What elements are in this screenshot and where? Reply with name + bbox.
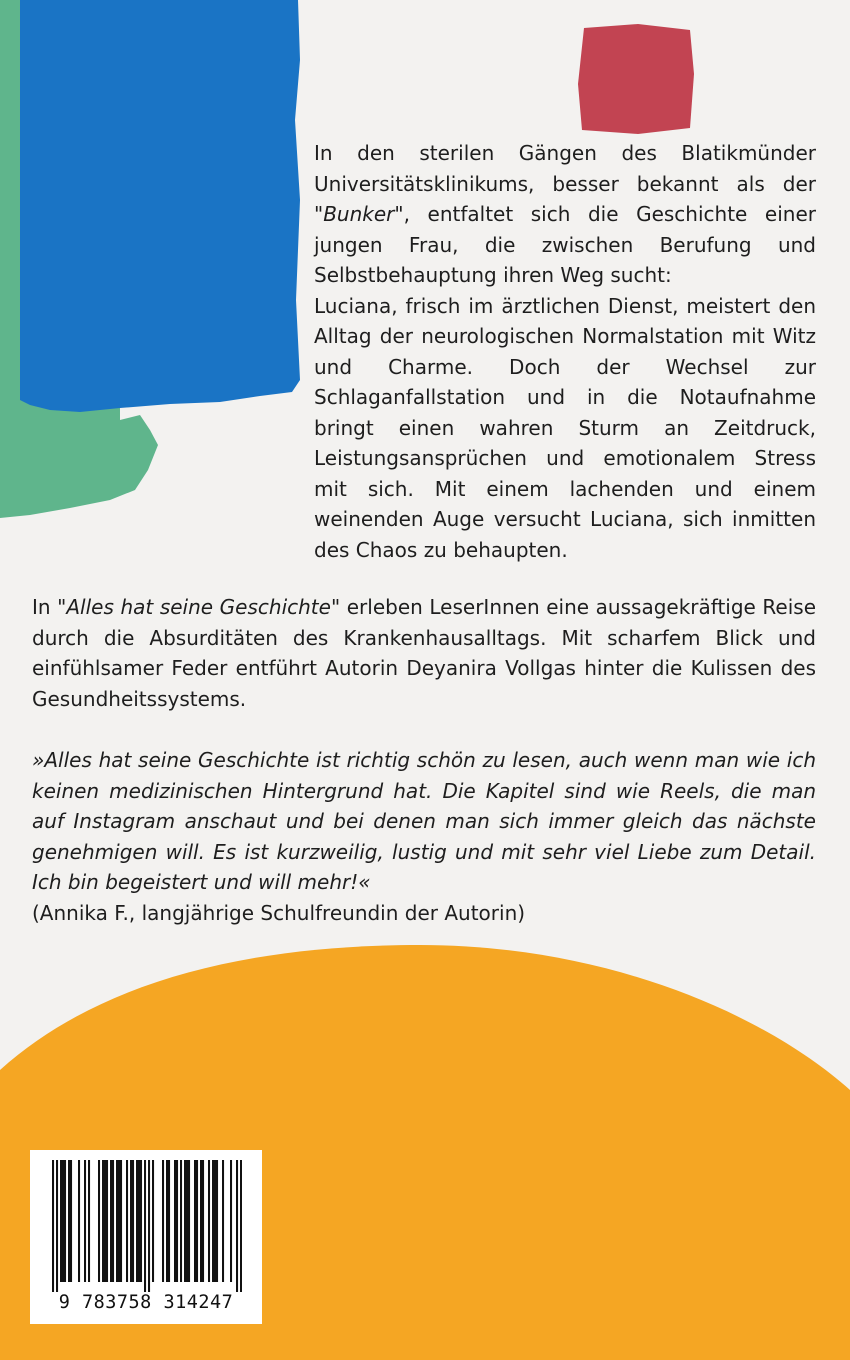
barcode-bar xyxy=(202,1160,204,1282)
barcode-bar xyxy=(236,1160,238,1292)
barcode-bar xyxy=(52,1160,54,1292)
barcode-bar xyxy=(212,1160,214,1282)
review-quote xyxy=(32,745,816,928)
barcode-bar xyxy=(126,1160,128,1282)
blue-paint-stroke xyxy=(20,0,300,415)
barcode-bar xyxy=(56,1160,58,1292)
barcode-bar xyxy=(188,1160,190,1282)
blurb-summary xyxy=(32,592,816,714)
barcode-bar xyxy=(98,1160,100,1282)
barcode-bar xyxy=(110,1160,112,1282)
blurb-paragraph-3 xyxy=(32,592,816,714)
barcode-bar xyxy=(152,1160,154,1282)
barcode-bar xyxy=(216,1160,218,1282)
barcode-bar xyxy=(184,1160,186,1282)
barcode-bar xyxy=(180,1160,182,1282)
isbn-barcode xyxy=(30,1150,262,1324)
blurb-p1-text-a: In den sterilen Gängen des Blatikmünder Universitätsklinikums, besser bekannt als der xyxy=(314,141,816,196)
barcode-bar xyxy=(120,1160,122,1282)
barcode-bar xyxy=(148,1160,150,1292)
barcode-bar xyxy=(102,1160,104,1282)
barcode-bar xyxy=(104,1160,106,1282)
barcode-bar xyxy=(70,1160,72,1282)
barcode-bar xyxy=(136,1160,138,1282)
barcode-bar xyxy=(240,1160,242,1292)
barcode-bar xyxy=(106,1160,108,1282)
barcode-bar xyxy=(62,1160,64,1282)
red-paint-square xyxy=(578,24,694,134)
barcode-bar xyxy=(132,1160,134,1282)
barcode-bar xyxy=(68,1160,70,1282)
barcode-bar xyxy=(130,1160,132,1282)
barcode-bar xyxy=(166,1160,168,1282)
blue-paint-shape xyxy=(20,0,300,412)
barcode-bar xyxy=(186,1160,188,1282)
barcode-bar xyxy=(168,1160,170,1282)
barcode-bar xyxy=(78,1160,80,1282)
blurb-paragraph-1 xyxy=(314,138,816,291)
blurb-paragraph-2: Luciana, frisch im ärztlichen Dienst, meistert den Alltag der neurologischen Normalstation mit Witz und Charme. Doch der Wechsel zur Schlaganfallstation und in die Notaufnahme bringt einen wahren Sturm an Zeitdruck, Leistungsansprüchen und emotionalem Stress mit sich. Mit einem lachenden und einem weinenden Auge versucht Luciana, sich inmitten des Chaos zu behaupten. xyxy=(314,293,816,562)
barcode-bar xyxy=(144,1160,146,1292)
barcode-bar xyxy=(194,1160,196,1282)
blurb-intro xyxy=(314,138,816,565)
barcode-bar xyxy=(84,1160,86,1282)
barcode-bar xyxy=(174,1160,176,1282)
blurb-p3-text-b: erleben LeserInnen eine aussagekräftige Reise durch die Absurditäten des Krankenhausalltags. Mit scharfem Blick und einfühlsamer Feder entführt Autorin Deyanira Vollgas hinter die Kulissen des Gesundheitssystems. xyxy=(32,595,817,711)
blurb-p3-text-a: In xyxy=(32,595,58,619)
barcode-bar xyxy=(222,1160,224,1282)
isbn-number: 9 783758 314247 xyxy=(58,1292,234,1313)
barcode-bar xyxy=(200,1160,202,1282)
barcode-bar xyxy=(118,1160,120,1282)
barcode-bar xyxy=(60,1160,62,1282)
barcode-bar xyxy=(116,1160,118,1282)
review-attribution: (Annika F., langjährige Schulfreundin der Autorin) xyxy=(32,900,526,925)
barcode-bar xyxy=(208,1160,210,1282)
blurb-p1-bunker: "Bunker" xyxy=(314,202,404,226)
barcode-bar xyxy=(230,1160,232,1282)
review-quote-text: »Alles hat seine Geschichte ist richtig schön zu lesen, auch wenn man wie ich keinen medizinischen Hintergrund hat. Die Kapitel sind wie Reels, die man auf Instagram anschaut und bei denen man sich immer gleich das nächste genehmigen will. Es ist kurzweilig, lustig und mit sehr viel Liebe zum Detail. Ich bin begeistert und will mehr!« xyxy=(32,748,816,894)
barcode-bar xyxy=(176,1160,178,1282)
blurb-p1-text-b: , entfaltet sich die Geschichte einer jungen Frau, die zwischen Berufung und Selbstbehauptung ihren Weg sucht: xyxy=(314,202,816,287)
barcode-bar xyxy=(140,1160,142,1282)
barcode-bar xyxy=(162,1160,164,1282)
barcode-bar xyxy=(138,1160,140,1282)
barcode-bar xyxy=(196,1160,198,1282)
barcode-bar xyxy=(112,1160,114,1282)
barcode-bar xyxy=(214,1160,216,1282)
barcode-bars xyxy=(52,1160,242,1292)
barcode-bar xyxy=(64,1160,66,1282)
red-paint-shape xyxy=(578,24,694,134)
blurb-p3-title: "Alles hat seine Geschichte" xyxy=(57,595,341,619)
barcode-bar xyxy=(88,1160,90,1282)
